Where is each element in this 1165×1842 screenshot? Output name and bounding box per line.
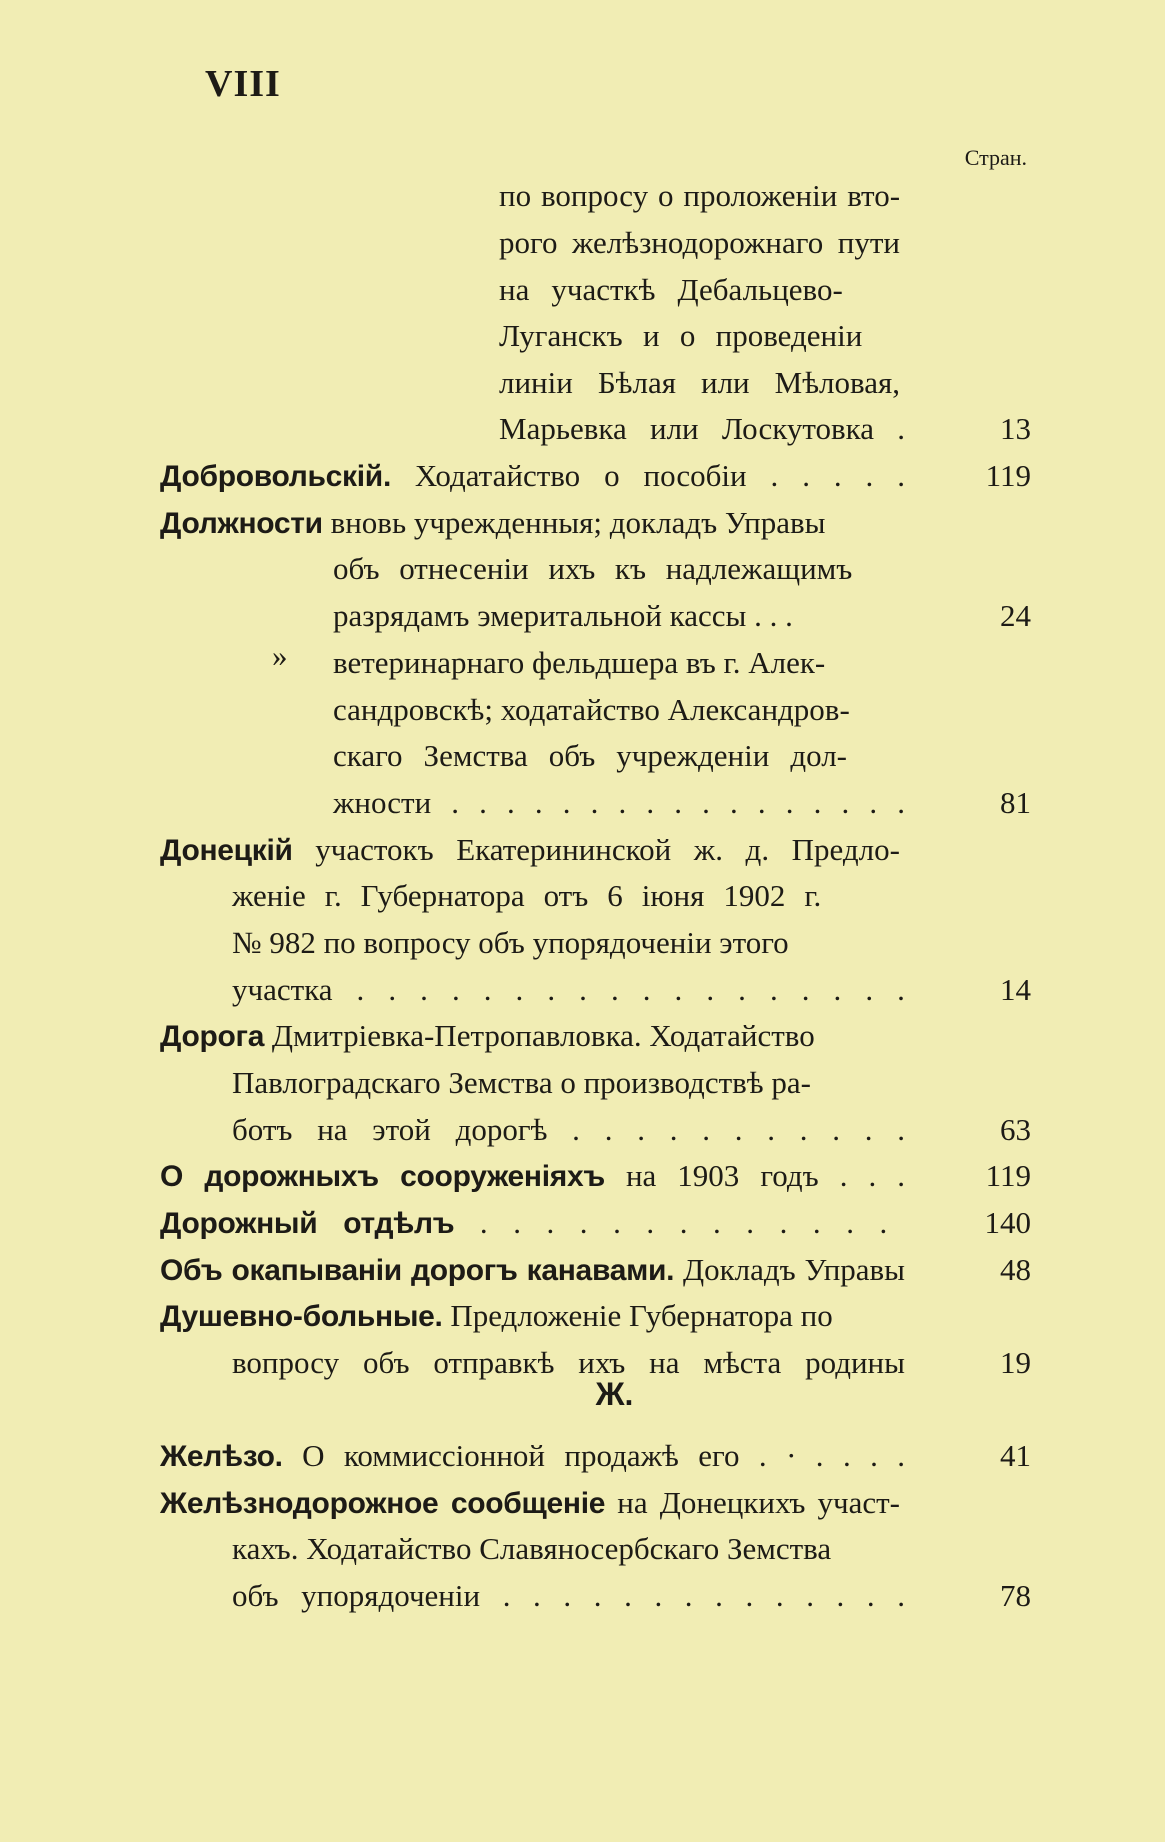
letter-section-label: Ж. [595,1376,634,1412]
entry-text [232,972,905,1008]
entry-text [160,1158,905,1194]
entry-text [499,225,900,261]
index-entry-line [0,1158,1165,1204]
entry-text [160,1018,815,1054]
entry-page-number: 41 [1000,1438,1031,1473]
entry-text [499,178,900,214]
entry-description: вновь учрежденныя; докладъ Управы [322,505,826,540]
entry-description: объ отнесеніи ихъ къ надлежащимъ [333,551,853,586]
entry-description: скаго Земства объ учрежденіи дол- [333,738,847,773]
entry-page-number: 13 [1000,411,1031,446]
entry-page-number: 19 [1000,1345,1031,1380]
entry-description: вопросу объ отправкѣ ихъ на мѣста родины [232,1345,905,1380]
index-entry-line [0,925,1165,971]
entry-text [232,1578,905,1614]
entry-text [160,1252,905,1288]
entry-description: объ упорядоченіи . . . . . . . . . . . . . . [232,1578,905,1613]
entry-text [160,1485,900,1521]
index-entry-line [0,692,1165,738]
entry-description: кахъ. Ходатайство Славяносербскаго Земства [232,1531,832,1566]
entry-description: линіи Бѣлая или Мѣловая, [499,365,901,400]
entry-description: по вопросу о проложеніи вто- [499,178,901,213]
entry-text [499,411,905,447]
index-entry-line [0,785,1165,831]
entry-heading: Должности [160,507,323,540]
entry-text [160,832,900,868]
entry-text [232,1531,831,1567]
entry-description: Предложеніе Губернатора по [442,1298,833,1333]
page-number: VIII [205,63,281,105]
entry-page-number: 119 [985,1158,1031,1193]
index-entry-line [0,645,1165,691]
entry-text [333,645,825,681]
entry-page-number: 63 [1000,1112,1031,1147]
index-entry-line [0,1531,1165,1577]
index-entry-line [0,1205,1165,1251]
entry-description: жности [333,785,432,820]
index-entry-line [0,318,1165,364]
entry-heading: Объ окапываніи дорогъ канавами. [160,1254,675,1287]
entry-text [160,458,905,494]
entry-description: на участкѣ Дебальцево- [499,272,843,307]
entry-heading: Донецкій [160,834,293,867]
entry-text [333,785,905,821]
entry-description: сандровскѣ; ходатайство Александров- [333,692,850,727]
index-entry-line [0,505,1165,551]
entry-text [499,365,900,401]
entry-description: Марьевка или Лоскутовка . [499,411,905,446]
page-column-header: Стран. [964,145,1027,170]
entry-heading: Душевно-больные. [160,1300,443,1333]
index-entry-line [0,1578,1165,1624]
entry-description: Докладъ Управы [674,1252,906,1287]
entry-text [232,925,789,961]
entry-text [333,598,793,634]
entry-text [333,738,847,774]
entry-description: . . . . . . . . . . . . . . . . . [431,785,905,820]
entry-page-number: 78 [1000,1578,1031,1613]
entry-description: Ходатайство о пособіи . . . . . [390,458,905,493]
entry-description: Дмитріевка-Петропавловка. Ходатайство [264,1018,815,1053]
index-entry-line [0,225,1165,271]
entry-description: . . . . . . . . . . . . . [454,1205,888,1240]
index-entry-line [0,1298,1165,1344]
entry-text [160,505,825,541]
index-entry-line [0,272,1165,318]
index-entry-line [0,551,1165,597]
index-entry-line [0,738,1165,784]
entry-text [232,1065,811,1101]
entry-page-number: 14 [1000,972,1031,1007]
index-entry-line [0,1018,1165,1064]
index-entry-line [0,458,1165,504]
letter-section-heading [0,1376,1165,1413]
index-entry-line [0,1438,1165,1484]
entry-text [333,551,852,587]
entry-description: на Донецкихъ участ- [605,1485,900,1520]
entry-heading: О дорожныхъ сооруженіяхъ [160,1160,605,1193]
entry-text [160,1298,833,1334]
entry-text [232,878,821,914]
entry-text [160,1205,887,1241]
index-entry-line [0,1485,1165,1531]
entry-description: участокъ Екатерининской ж. д. Предло- [292,832,900,867]
index-entry-line [0,972,1165,1018]
entry-text [499,272,843,308]
entry-heading: Добровольскій. [160,460,391,493]
entry-description: » [272,638,288,673]
entry-description: разрядамъ эмеритальной кассы . . . [333,598,793,633]
entry-page-number: 81 [1000,785,1031,820]
entry-heading: Желѣзнодорожное сообщеніе [160,1487,606,1520]
entry-text [232,1112,905,1148]
index-entry-line [0,1065,1165,1111]
entry-description: рого желѣзнодорожнаго пути [499,225,900,260]
entry-description: на 1903 годъ . . . [604,1158,905,1193]
entry-description: ботъ на этой дорогѣ . . . . . . . . . . . [232,1112,906,1147]
entry-page-number: 24 [1000,598,1031,633]
entry-heading: Желѣзо. [160,1440,283,1473]
index-entry-line [0,1252,1165,1298]
entry-page-number: 48 [1000,1252,1031,1287]
entry-description: ветеринарнаго фельдшера въ г. Алек- [333,645,826,680]
entry-text [499,318,862,354]
entry-description: Павлоградскаго Земства о производствѣ ра- [232,1065,811,1100]
index-entry-line [0,832,1165,878]
index-entry-line [0,878,1165,924]
entry-description: О коммиссіонной продажѣ его . · . . . . [282,1438,906,1473]
entry-page-number: 140 [984,1205,1031,1240]
entry-page-number: 119 [985,458,1031,493]
entry-heading: Дорога [160,1020,265,1053]
index-entry-line [0,1112,1165,1158]
entry-text [160,1438,905,1474]
index-entry-line [0,365,1165,411]
index-entry-line [0,178,1165,224]
entry-description: Луганскъ и о проведеніи [499,318,863,353]
entry-heading: Дорожный отдѣлъ [160,1207,455,1240]
index-entry-line [0,411,1165,457]
entry-description: участка . . . . . . . . . . . . . . . . . . [232,972,905,1007]
entry-description: № 982 по вопросу объ упорядоченіи этого [232,925,789,960]
entry-text [333,692,850,728]
entry-description: женіе г. Губернатора отъ 6 іюня 1902 г. [232,878,822,913]
